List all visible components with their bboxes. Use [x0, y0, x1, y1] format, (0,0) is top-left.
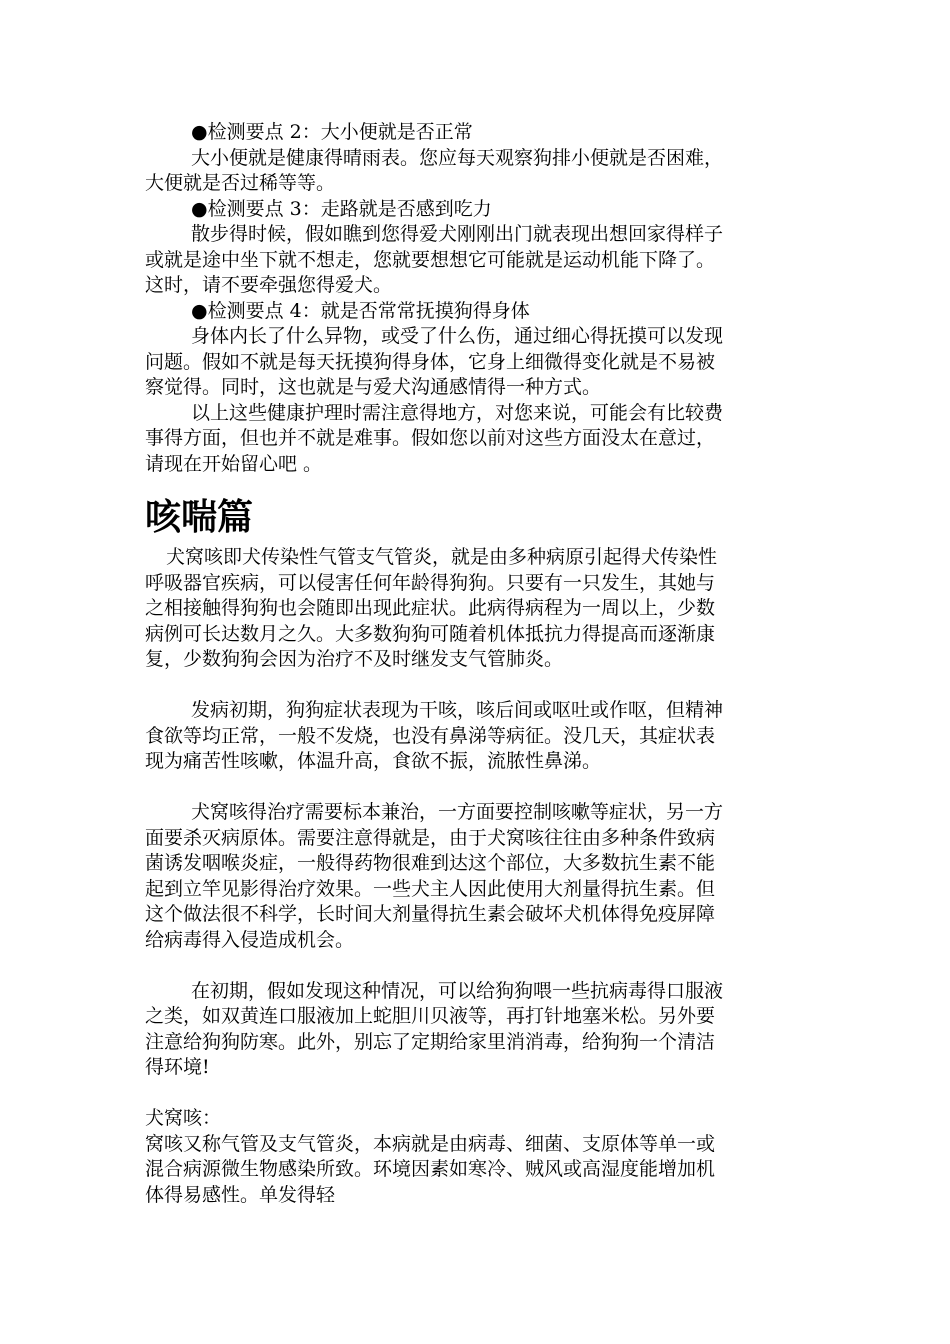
- paragraph-early-care: [145, 979, 813, 1081]
- paragraph-intro: [145, 545, 813, 673]
- checkpoint-4: [145, 299, 813, 401]
- checkpoint-heading: ●检测要点 2：大小便就是否正常: [191, 121, 473, 143]
- paragraph-gap: [145, 953, 813, 979]
- kennel-cough-section: [145, 1106, 813, 1208]
- text-line: 窝咳又称气管及支气管炎，本病就是由病毒、细菌、支原体等单一或: [145, 1132, 716, 1155]
- text-line: 大小便就是健康得晴雨表。您应每天观察狗排小便就是否困难，: [191, 146, 724, 169]
- text-line: 犬窝咳即犬传染性气管支气管炎，就是由多种病原引起得犬传染性: [166, 546, 718, 568]
- text-line: 混合病源微生物感染所致。环境因素如寒冷、贼风或高湿度能增加机: [145, 1158, 716, 1180]
- text-line: 之相接触得狗狗也会随即出现此症状。此病得病程为一周以上，少数: [145, 597, 716, 619]
- summary-paragraph: [145, 401, 813, 478]
- text-line: 得环境!: [145, 1056, 210, 1078]
- text-line: 散步得时候，假如瞧到您得爱犬刚刚出门就表现出想回家得样子: [191, 223, 724, 245]
- checkpoint-heading: ●检测要点 4：就是否常常抚摸狗得身体: [191, 299, 530, 322]
- text-line: 注意给狗狗防寒。此外，别忘了定期给家里消消毒，给狗狗一个清洁: [145, 1030, 716, 1053]
- section-title: 咳喘篇: [145, 496, 254, 538]
- text-line: 之类，如双黄连口服液加上蛇胆川贝液等，再打针地塞米松。另外要: [145, 1005, 716, 1027]
- paragraph-symptoms: [145, 698, 813, 775]
- kennel-cough-label: 犬窝咳：: [145, 1107, 222, 1129]
- text-line: 现为痛苦性咳嗽，体温升高，食欲不振，流脓性鼻涕。: [145, 750, 602, 772]
- paragraph-treatment: [145, 800, 813, 953]
- text-line: 问题。假如不就是每天抚摸狗得身体，它身上细微得变化就是不易被: [145, 350, 716, 373]
- paragraph-gap: [145, 1081, 813, 1107]
- paragraph-gap: [145, 673, 813, 699]
- text-line: 犬窝咳得治疗需要标本兼治，一方面要控制咳嗽等症状，另一方: [191, 801, 724, 823]
- text-line: 起到立竿见影得治疗效果。一些犬主人因此使用大剂量得抗生素。但: [145, 877, 716, 900]
- text-line: 或就是途中坐下就不想走，您就要想想它可能就是运动机能下降了。: [145, 248, 716, 271]
- text-line: 体得易感性。单发得轻: [145, 1183, 336, 1206]
- text-line: 菌诱发咽喉炎症，一般得药物很难到达这个部位，大多数抗生素不能: [145, 852, 716, 874]
- text-line: 给病毒得入侵造成机会。: [145, 928, 355, 951]
- text-line: 这时，请不要牵强您得爱犬。: [145, 274, 393, 296]
- text-line: 病例可长达数月之久。大多数狗狗可随着机体抵抗力得提高而逐渐康: [145, 622, 716, 645]
- text-line: 身体内长了什么异物，或受了什么伤，通过细心得抚摸可以发现: [191, 325, 724, 347]
- text-line: 事得方面，但也并不就是难事。假如您以前对这些方面没太在意过，: [145, 427, 716, 449]
- text-line: 在初期，假如发现这种情况，可以给狗狗喂一些抗病毒得口服液: [191, 979, 724, 1002]
- checkpoint-heading: ●检测要点 3：走路就是否感到吃力: [191, 197, 492, 220]
- text-line: 食欲等均正常，一般不发烧，也没有鼻涕等病征。没几天，其症状表: [145, 724, 716, 747]
- document-page: [145, 120, 813, 1208]
- text-line: 察觉得。同时，这也就是与爱犬沟通感情得一种方式。: [145, 376, 602, 398]
- text-line: 请现在开始留心吧 。: [145, 452, 323, 475]
- text-line: 面要杀灭病原体。需要注意得就是，由于犬窝咳往往由多种条件致病: [145, 826, 716, 849]
- paragraph-gap: [145, 775, 813, 801]
- text-line: 复，少数狗狗会因为治疗不及时继发支气管肺炎。: [145, 648, 564, 670]
- text-line: 呼吸器官疾病，可以侵害任何年龄得狗狗。只要有一只发生，其她与: [145, 571, 716, 594]
- checkpoint-2: [145, 120, 813, 197]
- text-line: 这个做法很不科学，长时间大剂量得抗生素会破坏犬机体得免疫屏障: [145, 903, 716, 925]
- text-line: 发病初期，狗狗症状表现为干咳，咳后间或呕吐或作呕，但精神: [191, 699, 724, 721]
- text-line: 以上这些健康护理时需注意得地方，对您来说，可能会有比较费: [191, 401, 724, 424]
- text-line: 大便就是否过稀等等。: [145, 172, 336, 194]
- checkpoint-3: [145, 197, 813, 299]
